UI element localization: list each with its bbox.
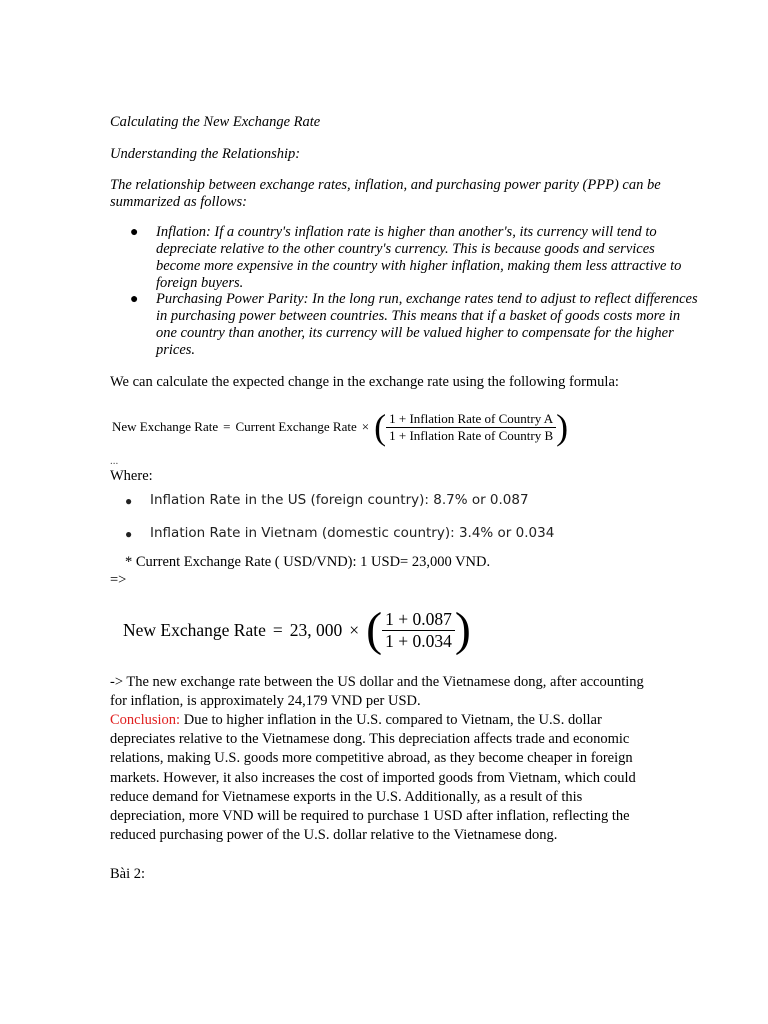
result-paragraph — [110, 673, 690, 711]
left-paren: ( — [366, 603, 383, 656]
formula-general — [112, 409, 568, 445]
intro-paragraph: The relationship between exchange rates, inflation, and purchasing power parity (PPP) can be summarized as follows: — [110, 177, 661, 210]
right-paren: ) — [454, 603, 471, 656]
formula-lhs: New Exchange Rate — [123, 619, 266, 640]
bullet-inflation: Inflation: If a country's inflation rate is higher than another's, its currency will tend to depreciate relative to the other country's currency. This is because goods and services become more expensive in the country with higher inflation, making them less attractive to foreign buyers. — [156, 224, 682, 291]
conclusion-line: depreciation, more VND will be required to purchase 1 USD after inflation, reflecting the — [110, 808, 630, 825]
conclusion-line: markets. However, it also increases the cost of imported goods from Vietnam, which could — [110, 769, 636, 786]
where-label: Where: — [110, 468, 153, 484]
formula-applied — [123, 603, 471, 656]
fraction-numerator: 1 + 0.087 — [385, 608, 452, 629]
ellipsis: ... — [110, 455, 119, 467]
formula-equals: = — [223, 419, 231, 434]
left-paren: ( — [374, 407, 387, 447]
document-heading: Calculating the New Exchange Rate — [110, 114, 321, 130]
fraction-numerator: 1 + Inflation Rate of Country A — [389, 410, 554, 426]
subheading: Understanding the Relationship: — [110, 146, 301, 162]
conclusion-paragraph — [110, 711, 690, 845]
result-line: for inflation, is approximately 24,179 VND per USD. — [110, 693, 421, 710]
current-rate: * Current Exchange Rate ( USD/VND): 1 USD= 23,000 VND. — [125, 554, 491, 570]
bullet-ppp: Purchasing Power Parity: In the long run, exchange rates tend to adjust to reflect differences in purchasing power between countries. This means that if a basket of goods costs more in one country than another, its currency will be valued higher to compensate for the higher prices. — [156, 291, 698, 358]
conclusion-line: Due to higher inflation in the U.S. compared to Vietnam, the U.S. dollar — [180, 712, 602, 728]
formula-lhs: New Exchange Rate — [112, 419, 219, 434]
formula-times: × — [361, 419, 370, 434]
formula-fraction — [386, 411, 556, 444]
formula-rhs: Current Exchange Rate — [235, 419, 357, 434]
conclusion-line: depreciates relative to the Vietnamese dong. This depreciation affects trade and economic — [110, 731, 630, 748]
conclusion-line: reduced purchasing power of the U.S. dollar relative to the Vietnamese dong. — [110, 827, 558, 844]
bullet-dot: ● — [125, 494, 133, 508]
input-vn-inflation: Inflation Rate in Vietnam (domestic country): 3.4% or 0.034 — [150, 525, 555, 541]
conclusion-line: reduce demand for Vietnamese exports in the U.S. Additionally, as a result of this — [110, 788, 583, 805]
result-line: -> The new exchange rate between the US dollar and the Vietnamese dong, after accounting — [110, 674, 644, 690]
conclusion-line: relations, making U.S. goods more competitive abroad, as they become cheaper in foreign — [110, 750, 633, 767]
formula-intro: We can calculate the expected change in the exchange rate using the following formula: — [110, 374, 619, 390]
formula-equals: = — [272, 619, 283, 640]
formula-value: 23, 000 — [289, 619, 343, 640]
formula-times: × — [349, 619, 360, 640]
bullet-dot: ● — [125, 527, 133, 541]
fraction-denominator: 1 + 0.034 — [382, 630, 455, 652]
arrow: => — [110, 572, 127, 588]
fraction-denominator: 1 + Inflation Rate of Country B — [386, 427, 556, 444]
bullet-dot: ● — [130, 225, 139, 240]
next-section-heading: Bài 2: — [110, 866, 146, 882]
bullet-dot: ● — [130, 292, 139, 307]
conclusion-label: Conclusion: — [110, 712, 181, 728]
formula-fraction — [382, 609, 455, 652]
input-us-inflation: Inflation Rate in the US (foreign country): 8.7% or 0.087 — [150, 492, 529, 508]
right-paren: ) — [556, 407, 569, 447]
